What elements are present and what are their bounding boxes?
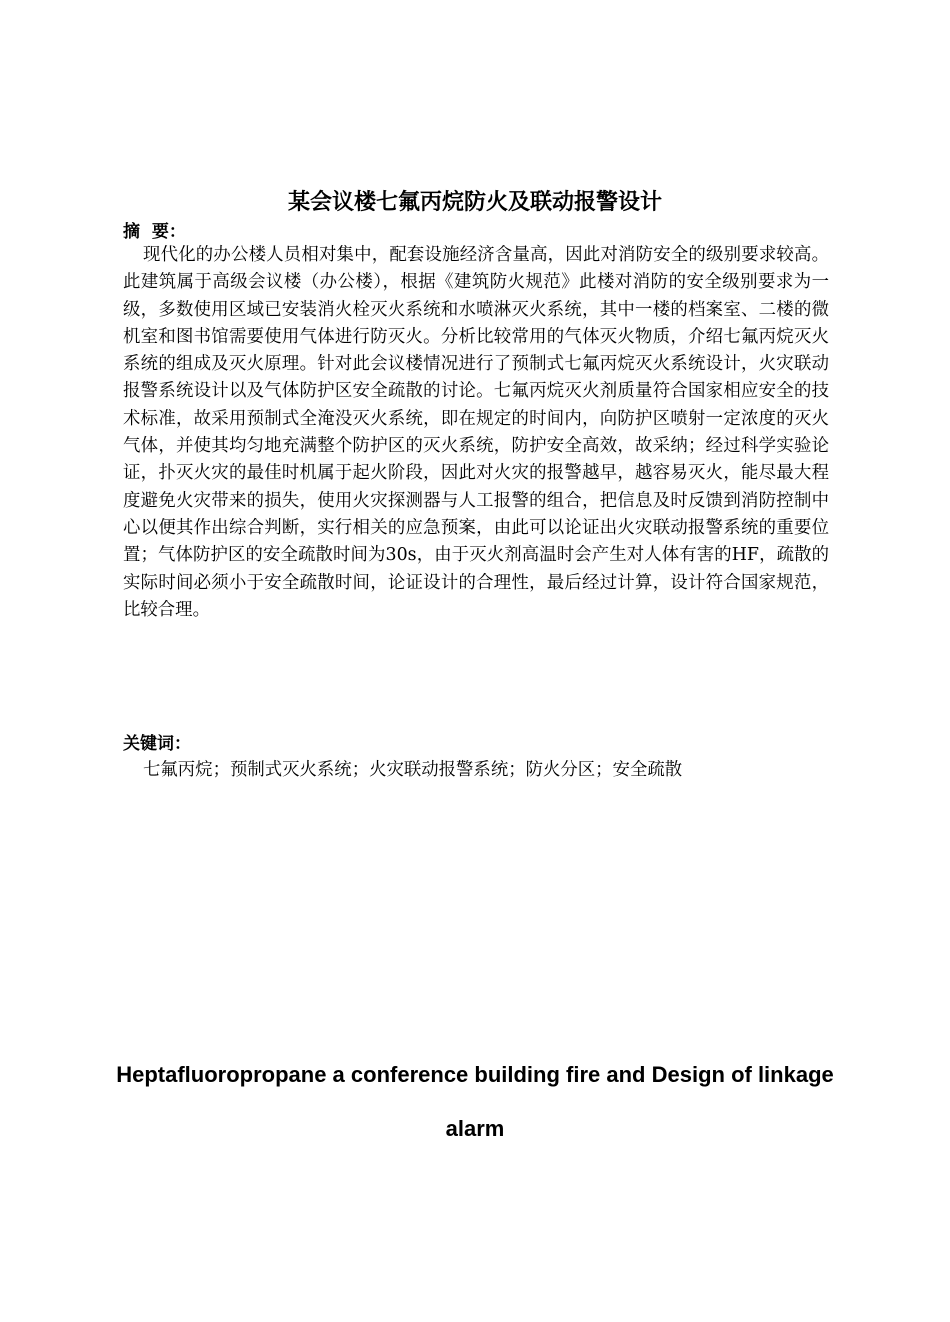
chinese-title: 某会议楼七氟丙烷防火及联动报警设计 bbox=[287, 190, 662, 215]
english-title: Heptafluoropropane a conference building fire and Design of linkage alarm bbox=[116, 1062, 834, 1141]
keywords-text: 七氟丙烷；预制式灭火系统；火灾联动报警系统；防火分区；安全疏散 bbox=[143, 760, 683, 780]
keywords-heading: 关键词： bbox=[123, 734, 191, 754]
abstract-text: 现代化的办公楼人员相对集中，配套设施经济含量高，因此对消防安全的级别要求较高。此建筑属于高级会议楼（办公楼），根据《建筑防火规范》此楼对消防的安全级别要求为一级，多数使用区域已安装消火栓灭火系统和水喷淋灭火系统，其中一楼的档案室、二楼的微机室和图书馆需要使用气体进行防灭火。分析比较常用的气体灭火物质，介绍七氟丙烷灭火系统的组成及灭火原理。针对此会议楼情况进行了预制式七氟丙烷灭火系统设计，火灾联动报警系统设计以及气体防护区安全疏散的讨论。七氟丙烷灭火剂质量符合国家相应安全的技术标准，故采用预制式全淹没灭火系统，即在规定的时间内，向防护区喷射一定浓度的灭火气体，并使其均匀地充满整个防护区的灭火系统，防护安全高效，故采纳；经过科学实验论证，扑灭火灾的最佳时机属于起火阶段，因此对火灾的报警越早，越容易灭火，能尽最大程度避免火灾带来的损失，使用火灾探测器与人工报警的组合，把信息及时反馈到消防控制中心以便其作出综合判断，实行相关的应急预案，由此可以论证出火灾联动报警系统的重要位置；气体防护区的安全疏散时间为30s，由于灭火剂高温时会产生对人体有害的HF，疏散的实际时间必须小于安全疏散时间，论证设计的合理性，最后经过计算，设计符合国家规范，比较合理。 bbox=[123, 245, 829, 620]
abstract-heading: 摘 要： bbox=[123, 222, 186, 242]
